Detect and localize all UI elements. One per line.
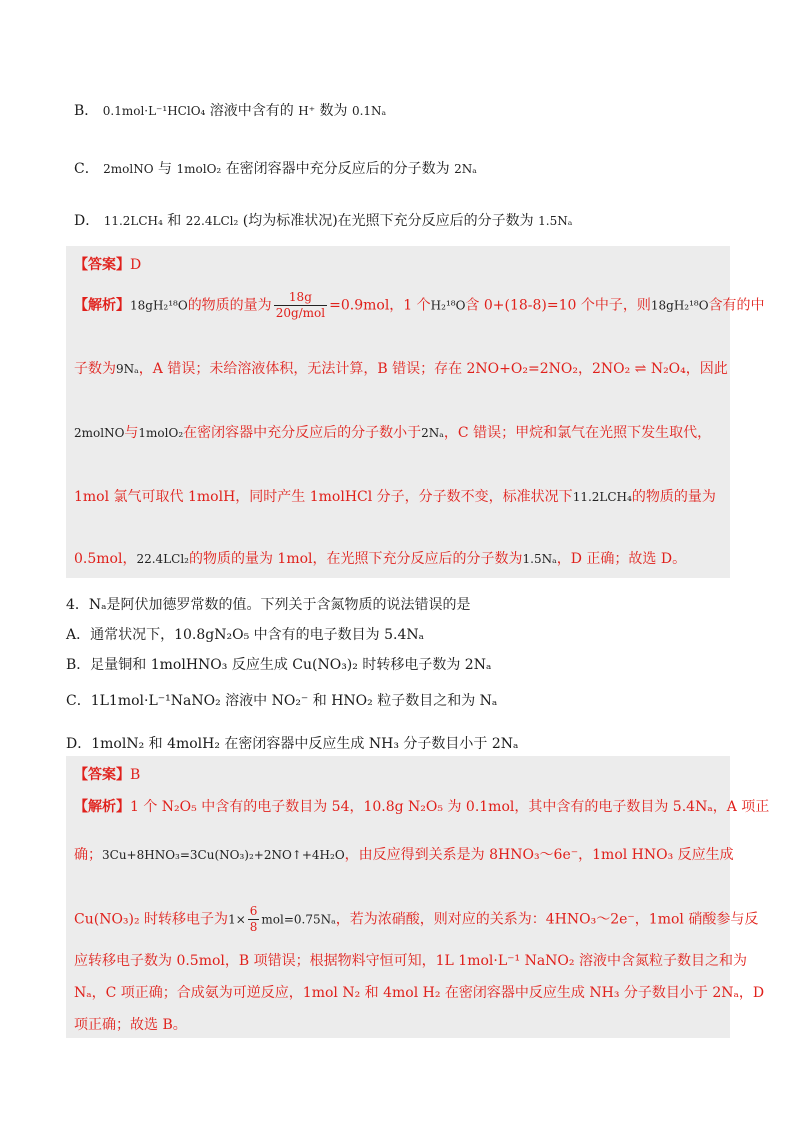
formula: 22.4LCl₂: [136, 552, 189, 566]
fraction-numerator: 18g: [274, 290, 327, 306]
analysis-text: ，由反应得到关系是为 8HNO₃～6e⁻，1mol HNO₃ 反应生成: [344, 847, 734, 863]
option-text: (均为标准状况)在光照下充分反应后的分子数为: [242, 213, 534, 229]
analysis-text: 与: [124, 425, 139, 441]
formula: 2Nₐ: [454, 162, 477, 176]
formula: 1molO₂: [138, 426, 184, 440]
formula: 0.1mol·L⁻¹HClO₄: [102, 104, 206, 118]
answer-tag: 【答案】: [74, 767, 130, 783]
option-text: 和: [167, 213, 182, 229]
formula: 2molNO: [74, 426, 125, 440]
analysis-text: 子数为: [74, 361, 116, 377]
analysis-text: 1mol 氯气可取代 1molH，同时产生 1molHCl 分子，分子数不变，标准状况下: [74, 489, 573, 505]
fraction: [274, 290, 327, 321]
q4-analysis-line-3: [74, 904, 759, 935]
q4-analysis-line-2: [74, 844, 740, 864]
formula: 2Nₐ: [421, 426, 444, 440]
q3-analysis-line-3: [74, 422, 740, 442]
formula: 22.4LCl₂: [185, 214, 239, 228]
formula: 1×: [228, 912, 246, 927]
q4-analysis-line-1: [74, 796, 770, 816]
analysis-text: 的物质的量为 1mol，在光照下充分反应后的分子数为: [188, 551, 523, 567]
analysis-text: 的物质的量为: [631, 489, 716, 505]
q4-answer: [74, 764, 740, 784]
formula: 2molNO: [103, 162, 154, 176]
fraction-denominator: 8: [249, 920, 258, 934]
formula: 18gH₂¹⁸O: [650, 298, 709, 313]
option-3c: [74, 158, 740, 178]
answer-value: D: [130, 257, 142, 273]
q3-answer: [74, 254, 740, 274]
analysis-text: 含有的中: [708, 297, 765, 314]
option-4c: C．1L1mol·L⁻¹NaNO₂ 溶液中 NO₂⁻ 和 HNO₂ 粒子数目之和为 Nₐ: [66, 693, 498, 709]
analysis-text: Cu(NO₃)₂ 时转移电子为: [74, 911, 229, 928]
formula: H₂¹⁸O: [430, 298, 466, 313]
option-3b: [74, 100, 740, 120]
option-text: 与: [158, 161, 173, 177]
analysis-text: 的物质的量为: [187, 297, 272, 314]
q4-analysis-line-4: 应转移电子数为 0.5mol，B 项错误；根据物料守恒可知，1L 1mol·L⁻¹ NaNO₂ 溶液中含氮粒子数目之和为: [74, 953, 747, 969]
analysis-text: =0.9mol，1 个: [329, 297, 431, 314]
formula: 1molO₂: [176, 162, 222, 176]
option-4b: B．足量铜和 1molHNO₃ 反应生成 Cu(NO₃)₂ 时转移电子数为 2Nₐ: [66, 657, 492, 673]
q4-analysis-line-5: Nₐ，C 项正确；合成氨为可逆反应，1mol N₂ 和 4mol H₂ 在密闭容器中反应生成 NH₃ 分子数目小于 2Nₐ，D: [74, 985, 765, 1001]
answer-value: B: [130, 767, 141, 783]
answer-tag: 【答案】: [74, 257, 130, 273]
fraction: [248, 904, 260, 935]
q4-analysis-line-6: 项正确；故选 B。: [74, 1017, 187, 1033]
analysis-text: ，A 错误；未给溶液体积，无法计算，B 错误；存在 2NO+O₂=2NO₂，2NO₂ ⇌ N₂O₄，因此: [138, 361, 728, 377]
formula: 1.5Nₐ: [538, 214, 573, 228]
option-4d: D．1molN₂ 和 4molH₂ 在密闭容器中反应生成 NH₃ 分子数目小于 2Nₐ: [66, 736, 519, 752]
option-text: 在密闭容器中充分反应后的分子数为: [225, 161, 450, 177]
q3-analysis-line-1: [74, 290, 765, 321]
analysis-text: ，若为浓硝酸，则对应的关系为：4HNO₃～2e⁻，1mol 硝酸参与反: [335, 911, 759, 928]
formula: 18gH₂¹⁸O: [130, 298, 188, 313]
option-letter: C．: [74, 161, 99, 177]
analysis-tag: 【解析】: [74, 799, 130, 815]
analysis-text: 含 0+(18-8)=10 个中子，则: [465, 297, 651, 314]
option-text: 溶液中含有的: [209, 103, 294, 119]
analysis-text: 0.5mol，: [74, 551, 137, 567]
formula: 9Nₐ: [116, 362, 139, 376]
option-letter: B．: [74, 103, 99, 119]
analysis-text: 确；: [74, 847, 102, 863]
formula: 11.2LCH₄: [572, 490, 632, 504]
fraction-numerator: 6: [249, 904, 258, 918]
q3-analysis-line-2: [74, 358, 740, 378]
formula: mol=0.75Nₐ: [261, 912, 336, 927]
analysis-text: ，C 错误；甲烷和氯气在光照下发生取代，: [443, 425, 712, 441]
q3-analysis-line-5: [74, 548, 740, 568]
option-text: 数为: [319, 103, 348, 119]
q4-stem: 4．Nₐ是阿伏加德罗常数的值。下列关于含氮物质的说法错误的是: [66, 597, 471, 613]
option-3d: [74, 210, 740, 230]
option-4a: A．通常状况下，10.8gN₂O₅ 中含有的电子数目为 5.4Nₐ: [66, 627, 425, 643]
formula: 1.5Nₐ: [522, 552, 557, 566]
option-letter: D．: [74, 213, 100, 229]
analysis-text: ，D 正确；故选 D。: [556, 551, 687, 567]
fraction-denominator: 20g/mol: [275, 306, 326, 320]
analysis-text: 在密闭容器中充分反应后的分子数小于: [183, 425, 422, 441]
q3-analysis-line-4: [74, 486, 740, 506]
formula: 11.2LCH₄: [103, 214, 163, 228]
formula: H⁺: [298, 104, 316, 118]
analysis-text: 1 个 N₂O₅ 中含有的电子数目为 54，10.8g N₂O₅ 为 0.1mol，其中含有的电子数目为 5.4Nₐ，A 项正: [130, 799, 770, 815]
formula: 0.1Nₐ: [351, 104, 387, 118]
analysis-tag: 【解析】: [74, 297, 130, 314]
formula: 3Cu+8HNO₃=3Cu(NO₃)₂+2NO↑+4H₂O: [102, 848, 345, 862]
